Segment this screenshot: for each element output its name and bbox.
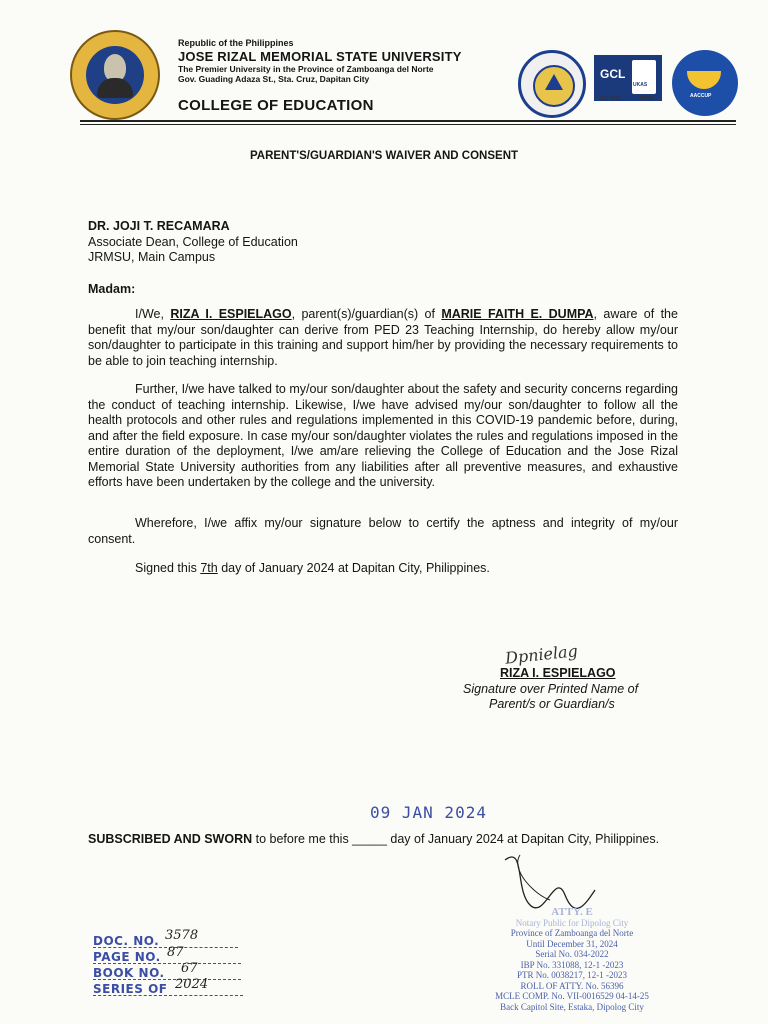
notary-mcle: MCLE COMP. No. VII-0016529 04-14-25 — [495, 991, 649, 1001]
notary-details — [462, 907, 682, 1012]
doc-no-value: 3578 — [165, 928, 199, 943]
aaccup-logo — [672, 50, 738, 116]
notary-address: Back Capitol Site, Estaka, Dipolog City — [500, 1001, 644, 1012]
page-no-value: 87 — [167, 945, 184, 960]
college-name: COLLEGE OF EDUCATION — [178, 97, 374, 114]
parent-signature: Dpnielag — [504, 641, 579, 668]
paragraph-safety: Further, I/we have talked to my/our son/daughter about the safety and security concerns regarding the conduct of teaching internship. Likewise, I/we have advised my/our son/daughter to follow all the health protocols and other rules and regulations implemented in this COVID-19 pandemic before, during, and after the field exposure. In case my/our son/daughter violates the rules and regulations imposed in the entire duration of the deployment, I/we am/are relieving the College of Education and the Jose Rizal Memorial State University authorities from any liabilities after all preventive measures, and exhaustive efforts have been undertaken by the college and the university. — [88, 382, 678, 489]
notary-name: ATTY. E — [551, 906, 593, 918]
republic-line: Republic of the Philippines — [178, 38, 294, 48]
register-row — [93, 961, 241, 980]
paragraph-consent — [88, 307, 678, 369]
book-no-label: BOOK NO. — [93, 966, 165, 980]
recipient-name: DR. JOJI T. RECAMARA — [88, 219, 230, 233]
notary-roll: ROLL OF ATTY. No. 56396 — [520, 980, 624, 991]
aaccup-label: AACCUP — [690, 93, 712, 99]
page-no-label: PAGE NO. — [93, 950, 161, 964]
notary-ptr: PTR No. 0038217, 12-1 -2023 — [517, 970, 627, 980]
p1-text-mid: , parent(s)/guardian(s) of — [291, 307, 442, 321]
document-title: PARENT'S/GUARDIAN'S WAIVER AND CONSENT — [249, 150, 519, 162]
received-date-stamp: 09 JAN 2024 — [370, 803, 487, 822]
university-address: Gov. Guading Adaza St., Sta. Cruz, Dapitan City — [178, 74, 370, 84]
p1-text-post: , aware of the benefit that my/our son/daughter can derive from PED 23 Teaching Internship, do hereby allow my/our son/daughter to participate in this training and support him/her by providing the necessary requirements to be able to join teaching internship. — [88, 307, 678, 368]
p1-text-pre: I/We, — [135, 307, 171, 321]
gcl-label: GCL — [600, 67, 626, 81]
epas-label: EPAS — [640, 96, 654, 102]
gcl-certification-logo — [594, 55, 662, 101]
signed-post: day of January 2024 at Dapitan City, Philippines. — [217, 561, 490, 575]
signatory-caption-1: Signature over Printed Name of — [463, 682, 639, 696]
notary-province: Province of Zamboanga del Norte — [510, 928, 634, 938]
paragraph-wherefore: Wherefore, I/we affix my/our signature below to certify the aptness and integrity of my/our consent. — [88, 516, 678, 546]
sworn-bold: SUBSCRIBED AND SWORN — [88, 832, 253, 846]
book-no-value: 67 — [181, 961, 198, 976]
iso-label: ISO 9001 — [600, 96, 622, 102]
parent-name: RIZA I. ESPIELAGO — [170, 307, 292, 321]
series-value: 2024 — [175, 977, 209, 992]
signatory-name: RIZA I. ESPIELAGO — [500, 666, 616, 680]
doc-no-label: DOC. NO. — [93, 934, 160, 948]
salutation: Madam: — [88, 282, 136, 296]
student-name: MARIE FAITH E. DUMPA — [441, 307, 594, 321]
register-row — [93, 928, 238, 948]
register-row — [93, 945, 241, 964]
register-row — [93, 977, 243, 996]
sworn-rest: to before me this _____ day of January 2024 at Dapitan City, Philippines. — [252, 832, 660, 846]
sworn-statement — [88, 832, 680, 848]
college-of-education-seal-icon — [518, 50, 586, 118]
university-name: JOSE RIZAL MEMORIAL STATE UNIVERSITY — [178, 49, 462, 64]
notarial-register — [93, 928, 253, 996]
recipient-campus: JRMSU, Main Campus — [88, 250, 216, 264]
header-divider-thick — [80, 120, 736, 122]
signed-line — [135, 561, 490, 577]
signed-day: 7th — [200, 561, 218, 575]
notary-serial: Serial No. 034-2022 — [535, 949, 609, 959]
recipient-position: Associate Dean, College of Education — [88, 235, 298, 249]
signatory-caption-2: Parent/s or Guardian/s — [489, 697, 615, 711]
notary-commission: Notary Public for Dipolog City — [515, 917, 629, 928]
university-seal-icon — [70, 30, 160, 120]
series-label: SERIES OF — [93, 982, 168, 996]
signed-pre: Signed this — [135, 561, 201, 575]
ukas-label: UKAS — [633, 82, 648, 88]
header-divider-thin — [80, 124, 736, 125]
university-tagline: The Premier University in the Province of Zamboanga del Norte — [178, 64, 434, 74]
notary-ibp: IBP No. 331088, 12-1 -2023 — [520, 959, 624, 970]
notary-until: Until December 31, 2024 — [526, 938, 618, 949]
